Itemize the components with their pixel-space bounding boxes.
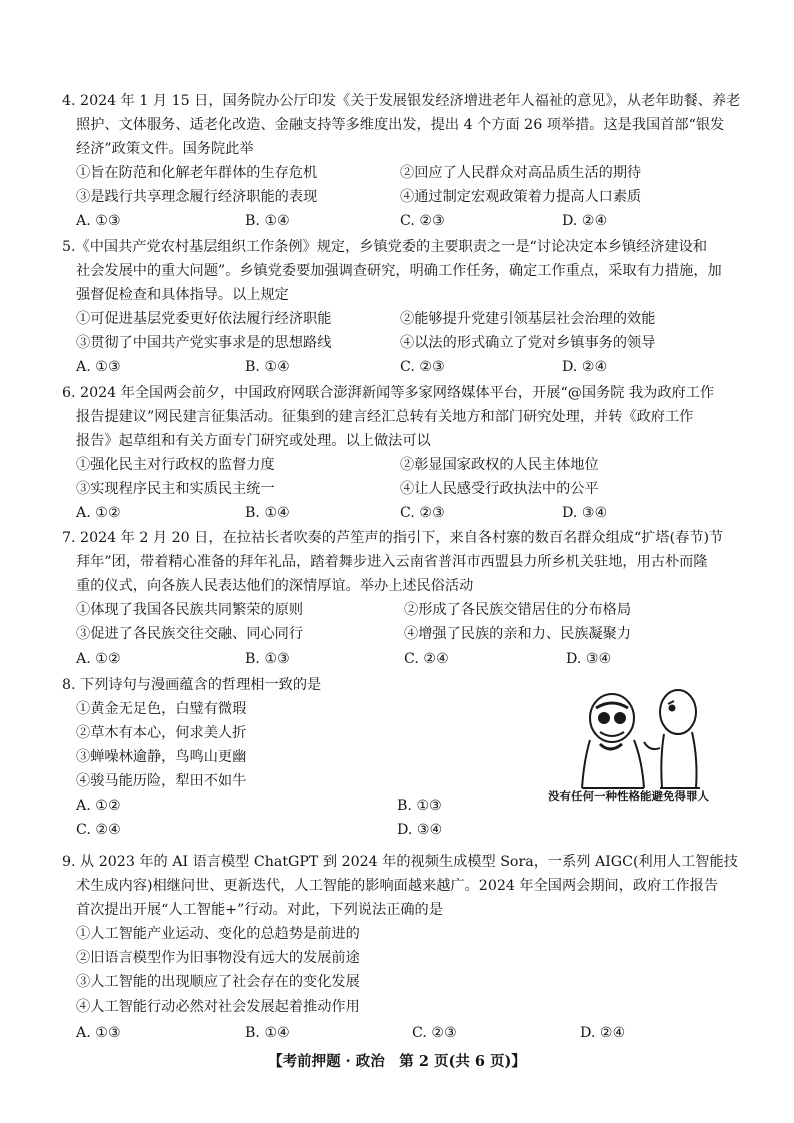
q4-choice-a[interactable]: A. ①③ (76, 213, 121, 229)
q5-choice-c[interactable]: C. ②③ (400, 359, 445, 375)
q6-stem-line-3: 报告》起草组和有关方面专门研究或处理。以上做法可以 (76, 433, 431, 449)
q6-stem-line-1: 6. 2024 年全国两会前夕，中国政府网联合澎湃新闻等多家网络媒体平台，开展“@国务院 我为政府工作 (62, 385, 715, 401)
q7-choice-c[interactable]: C. ②④ (404, 651, 449, 667)
q8-choice-a[interactable]: A. ①② (76, 798, 121, 814)
q7-item-4: ④增强了民族的亲和力、民族凝聚力 (404, 626, 632, 642)
q9-stem-line-3: 首次提出开展“人工智能+”行动。对此，下列说法正确的是 (76, 902, 443, 918)
q4-stem-line-2: 照护、文体服务、适老化改造、金融支持等多维度出发，提出 4 个方面 26 项举措。这是我国首部“银发 (76, 117, 725, 133)
q6-item-4: ④让人民感受行政执法中的公平 (400, 481, 599, 497)
q6-choice-c[interactable]: C. ②③ (400, 505, 445, 521)
q8-item-2: ②草木有本心，何求美人折 (76, 725, 247, 741)
q5-choice-a[interactable]: A. ①③ (76, 359, 121, 375)
q8-item-3: ③蝉噪林逾静，鸟鸣山更幽 (76, 749, 247, 765)
q5-item-3: ③贯彻了中国共产党实事求是的思想路线 (76, 335, 332, 351)
q9-item-4: ④人工智能行动必然对社会发展起着推动作用 (76, 999, 360, 1015)
q4-stem-line-3: 经济”政策文件。国务院此举 (76, 141, 254, 157)
q9-stem-line-2: 术生成内容)相继问世、更新迭代，人工智能的影响面越来越广。2024 年全国两会期间，政府工作报告 (76, 878, 719, 894)
q4-choice-d[interactable]: D. ②④ (562, 213, 608, 229)
q7-choice-b[interactable]: B. ①③ (245, 651, 290, 667)
q6-item-3: ③实现程序民主和实质民主统一 (76, 481, 275, 497)
q7-choice-d[interactable]: D. ③④ (566, 651, 612, 667)
q7-stem-line-2: 拜年”团，带着精心准备的拜年礼品，踏着舞步进入云南省普洱市西盟县力所乡机关驻地，用古朴而隆 (76, 554, 708, 570)
q5-stem-line-2: 社会发展中的重大问题”。乡镇党委要加强调查研究，明确工作任务，确定工作重点，采取有力措施，加 (76, 263, 722, 279)
q9-choice-a[interactable]: A. ①③ (76, 1025, 121, 1041)
cartoon-illustration (560, 678, 760, 798)
q5-stem-line-3: 强督促检查和具体指导。以上规定 (76, 287, 289, 303)
q4-item-3: ③是践行共享理念履行经济职能的表现 (76, 189, 318, 205)
q9-item-1: ①人工智能产业运动、变化的总趋势是前进的 (76, 926, 360, 942)
q9-item-2: ②旧语言模型作为旧事物没有远大的发展前途 (76, 950, 360, 966)
q4-item-2: ②回应了人民群众对高品质生活的期待 (400, 165, 642, 181)
q6-choice-d[interactable]: D. ③④ (562, 505, 608, 521)
q4-stem-line-1: 4. 2024 年 1 月 15 日，国务院办公厅印发《关于发展银发经济增进老年人福祉的意见》，从老年助餐、养老 (62, 93, 741, 109)
q4-choice-b[interactable]: B. ①④ (245, 213, 290, 229)
q9-choice-b[interactable]: B. ①④ (245, 1025, 290, 1041)
q8-stem-line-1: 8. 下列诗句与漫画蕴含的哲理相一致的是 (62, 677, 322, 693)
q8-choice-b[interactable]: B. ①③ (397, 798, 442, 814)
q9-choice-c[interactable]: C. ②③ (412, 1025, 457, 1041)
q6-choice-a[interactable]: A. ①② (76, 505, 121, 521)
q6-choice-b[interactable]: B. ①④ (245, 505, 290, 521)
q5-choice-b[interactable]: B. ①④ (245, 359, 290, 375)
q5-item-2: ②能够提升党建引领基层社会治理的效能 (400, 311, 656, 327)
q6-stem-line-2: 报告提建议”网民建言征集活动。征集到的建言经汇总转有关地方和部门研究处理，并转《政府工作 (76, 409, 694, 425)
q5-choice-d[interactable]: D. ②④ (562, 359, 608, 375)
q8-choice-d[interactable]: D. ③④ (397, 822, 443, 838)
q7-stem-line-1: 7. 2024 年 2 月 20 日，在拉祜长者吹奏的芦笙声的指引下，来自各村寨的数百名群众组成“扩塔(春节)节 (62, 530, 724, 546)
q7-choice-a[interactable]: A. ①② (76, 651, 121, 667)
q4-item-1: ①旨在防范和化解老年群体的生存危机 (76, 165, 318, 181)
left-figure (582, 694, 644, 788)
q7-item-2: ②形成了各民族交错居住的分布格局 (404, 602, 632, 618)
q4-choice-c[interactable]: C. ②③ (400, 213, 445, 229)
q7-item-1: ①体现了我国各民族共同繁荣的原则 (76, 602, 304, 618)
q5-item-4: ④以法的形式确立了党对乡镇事务的领导 (400, 335, 656, 351)
q8-item-1: ①黄金无足色，白璧有微瑕 (76, 701, 247, 717)
q6-item-1: ①强化民主对行政权的监督力度 (76, 457, 275, 473)
q7-stem-line-3: 重的仪式，向各族人民表达他们的深情厚谊。举办上述民俗活动 (76, 578, 474, 594)
q8-item-4: ④骏马能历险，犁田不如牛 (76, 773, 247, 789)
q7-item-3: ③促进了各民族交往交融、同心同行 (76, 626, 304, 642)
q5-stem-line-1: 5.《中国共产党农村基层组织工作条例》规定，乡镇党委的主要职责之一是“讨论决定本乡镇经济建设和 (62, 239, 708, 255)
q6-item-2: ②彰显国家政权的人民主体地位 (400, 457, 599, 473)
q9-stem-line-1: 9. 从 2023 年的 AI 语言模型 ChatGPT 到 2024 年的视频生成模型 Sora，一系列 AIGC(利用人工智能技 (62, 854, 738, 870)
q4-item-4: ④通过制定宏观政策着力提高人口素质 (400, 189, 642, 205)
cartoon-caption: 没有任何一种性格能避免得罪人 (548, 789, 709, 803)
page-footer: 【考前押题 · 政治 第 2 页(共 6 页)】 (268, 1053, 526, 1070)
q9-choice-d[interactable]: D. ②④ (580, 1025, 626, 1041)
q9-item-3: ③人工智能的出现顺应了社会存在的变化发展 (76, 974, 360, 990)
q8-choice-c[interactable]: C. ②④ (76, 822, 121, 838)
right-figure (644, 690, 700, 788)
q5-item-1: ①可促进基层党委更好依法履行经济职能 (76, 311, 332, 327)
